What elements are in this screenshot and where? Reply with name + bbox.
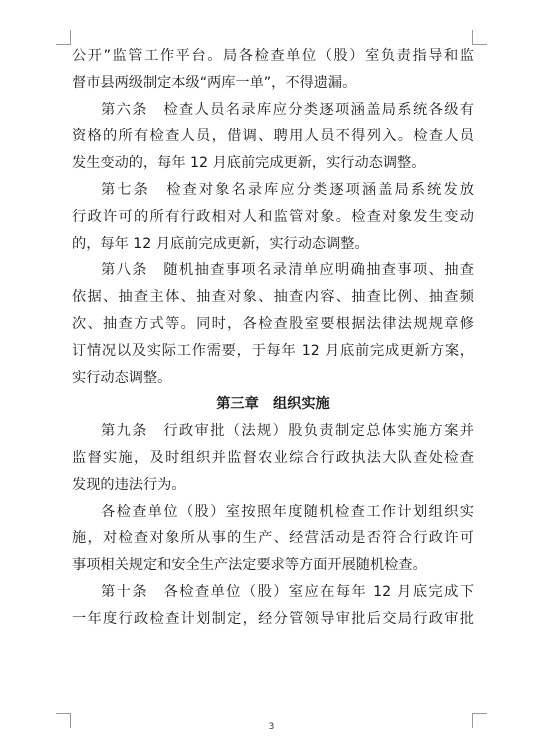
- text-line: 发现的违法行为。: [72, 476, 186, 493]
- text-line: 资格的所有检查人员，借调、聘用人员不得列入。检查人员: [72, 128, 474, 145]
- article-8-line: 第八条 随机抽查事项名录清单应明确抽查事项、抽查: [101, 262, 474, 279]
- text-line: 依据、抽查主体、抽查对象、抽查内容、抽查比例、抽查频: [72, 289, 474, 306]
- article-10-line: 第十条 各检查单位（股）室应在每年 12 月底完成下: [101, 583, 474, 600]
- text-line: 监督实施，及时组织并监督农业综合行政执法大队查处检查: [72, 449, 474, 466]
- text-line: 施，对检查对象所从事的生产、经营活动是否符合行政许可: [72, 530, 474, 547]
- text-line: 发生变动的，每年 12 月底前完成更新，实行动态调整。: [72, 155, 426, 172]
- text-line: 的，每年 12 月底前完成更新，实行动态调整。: [72, 235, 369, 252]
- text-line: 行政许可的所有行政相对人和监管对象。检查对象发生变动: [72, 208, 474, 225]
- text-line: 公开”监管工作平台。局各检查单位（股）室负责指导和监: [72, 48, 474, 64]
- chapter-heading: 第三章 组织实施: [216, 396, 330, 413]
- article-7-line: 第七条 检查对象名录库应分类逐项涵盖局系统发放: [101, 181, 474, 198]
- article-9-line: 第九条 行政审批（法规）股负责制定总体实施方案并: [101, 423, 474, 440]
- document-body: [72, 43, 474, 633]
- page-corner-mark-top-left: [56, 30, 71, 45]
- page-number: 3: [268, 722, 275, 732]
- text-line: 订情况以及实际工作需要，于每年 12 月底前完成更新方案，: [72, 342, 474, 359]
- text-line: 实行动态调整。: [72, 369, 172, 386]
- text-line: 事项相关规定和安全生产法定要求等方面开展随机检查。: [72, 557, 427, 574]
- article-6-line: 第六条 检查人员名录库应分类逐项涵盖局系统各级有: [101, 101, 474, 118]
- text-line: 次、抽查方式等。同时，各检查股室要根据法律法规规章修: [72, 315, 474, 332]
- text-line: 督市县两级制定本级“两库一单”，不得遗漏。: [72, 74, 357, 91]
- text-line: 一年度行政检查计划制定，经分管领导审批后交局行政审批: [72, 610, 474, 627]
- page-corner-mark-top-right: [472, 30, 487, 45]
- paragraph-line: 各检查单位（股）室按照年度随机检查工作计划组织实: [101, 503, 474, 520]
